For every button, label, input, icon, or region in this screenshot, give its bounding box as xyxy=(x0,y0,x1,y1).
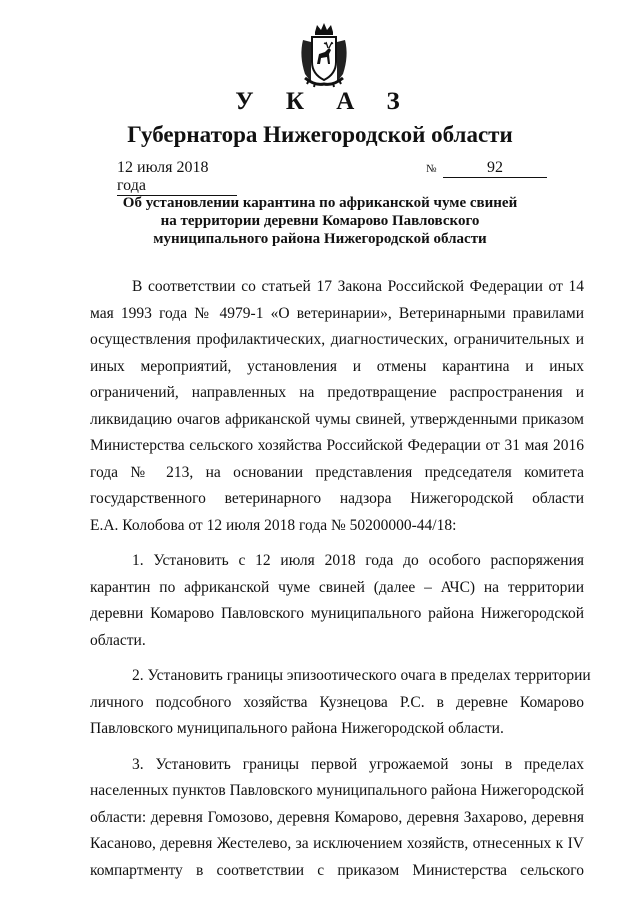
text-line: 3. Установить границы первой угрожаемой зоны в пределах xyxy=(132,755,584,773)
document-heading xyxy=(80,194,560,248)
document-issuer: Губернатора Нижегородской области xyxy=(127,122,513,147)
text-line: карантин по африканской чуме свиней (далее – АЧС) на территории xyxy=(90,578,584,596)
text-line: года № 213, на основании представления председателя комитета xyxy=(90,463,584,481)
text-line: В соответствии со статьей 17 Закона Российской Федерации от 14 xyxy=(132,278,584,295)
text-line: государственного ветеринарного надзора Нижегородской области xyxy=(90,490,584,507)
text-line: Касаново, деревня Жестелево, за исключением хозяйств, отнесенных к IV xyxy=(90,835,584,852)
text-line: 1. Установить с 12 июля 2018 года до особого распоряжения xyxy=(132,552,584,569)
heading-line: муниципального района Нижегородской области xyxy=(153,231,487,247)
text-line: ликвидацию очагов африканской чумы свиней, утвержденными приказом xyxy=(90,410,584,428)
text-line: Е.А. Колобова от 12 июля 2018 года № 50200000-44/18: xyxy=(90,516,457,534)
document-number: 92 xyxy=(443,159,547,178)
paragraph-preamble xyxy=(90,274,584,539)
text-line: мая 1993 года № 4979-1 «О ветеринарии», Ветеринарными правилами xyxy=(90,304,584,322)
number-label: № xyxy=(426,163,437,175)
text-line: Павловского муниципального района Нижегородской области. xyxy=(90,720,504,737)
document-body xyxy=(90,274,591,884)
text-line: осуществления профилактических, диагностических, ограничительных и xyxy=(90,331,584,348)
text-line: Министерства сельского хозяйства Российской Федерации от 31 мая 2016 xyxy=(90,437,584,454)
text-line: области. xyxy=(90,631,146,649)
paragraph-item-3 xyxy=(90,752,584,885)
text-line: иных мероприятий, установления и отмены карантина и иных xyxy=(90,357,584,375)
heading-line: Об установлении карантина по африканской чуме свиней xyxy=(122,195,518,211)
text-line: личного подсобного хозяйства Кузнецова Р.С. в деревне Комарово xyxy=(90,693,584,711)
text-line: компартменту в соответствии с приказом Министерства сельского xyxy=(90,861,584,879)
paragraph-item-1 xyxy=(90,548,584,654)
document-date: 12 июля 2018 года xyxy=(117,159,237,196)
coat-of-arms-icon xyxy=(295,22,353,88)
text-line: деревни Комарово Павловского муниципального района Нижегородской xyxy=(90,605,584,622)
text-line: ограничений, направленных на предотвращение распространения и xyxy=(90,384,584,401)
heading-line: на территории деревни Комарово Павловского xyxy=(160,213,480,229)
text-line: 2. Установить границы эпизоотического очага в пределах территории xyxy=(132,667,591,684)
document-title: У К А З xyxy=(235,88,413,115)
text-line: области: деревня Гомозово, деревня Комарово, деревня Захарово, деревня xyxy=(90,808,584,826)
paragraph-item-2 xyxy=(90,663,591,743)
text-line: населенных пунктов Павловского муниципального района Нижегородской xyxy=(90,782,584,799)
